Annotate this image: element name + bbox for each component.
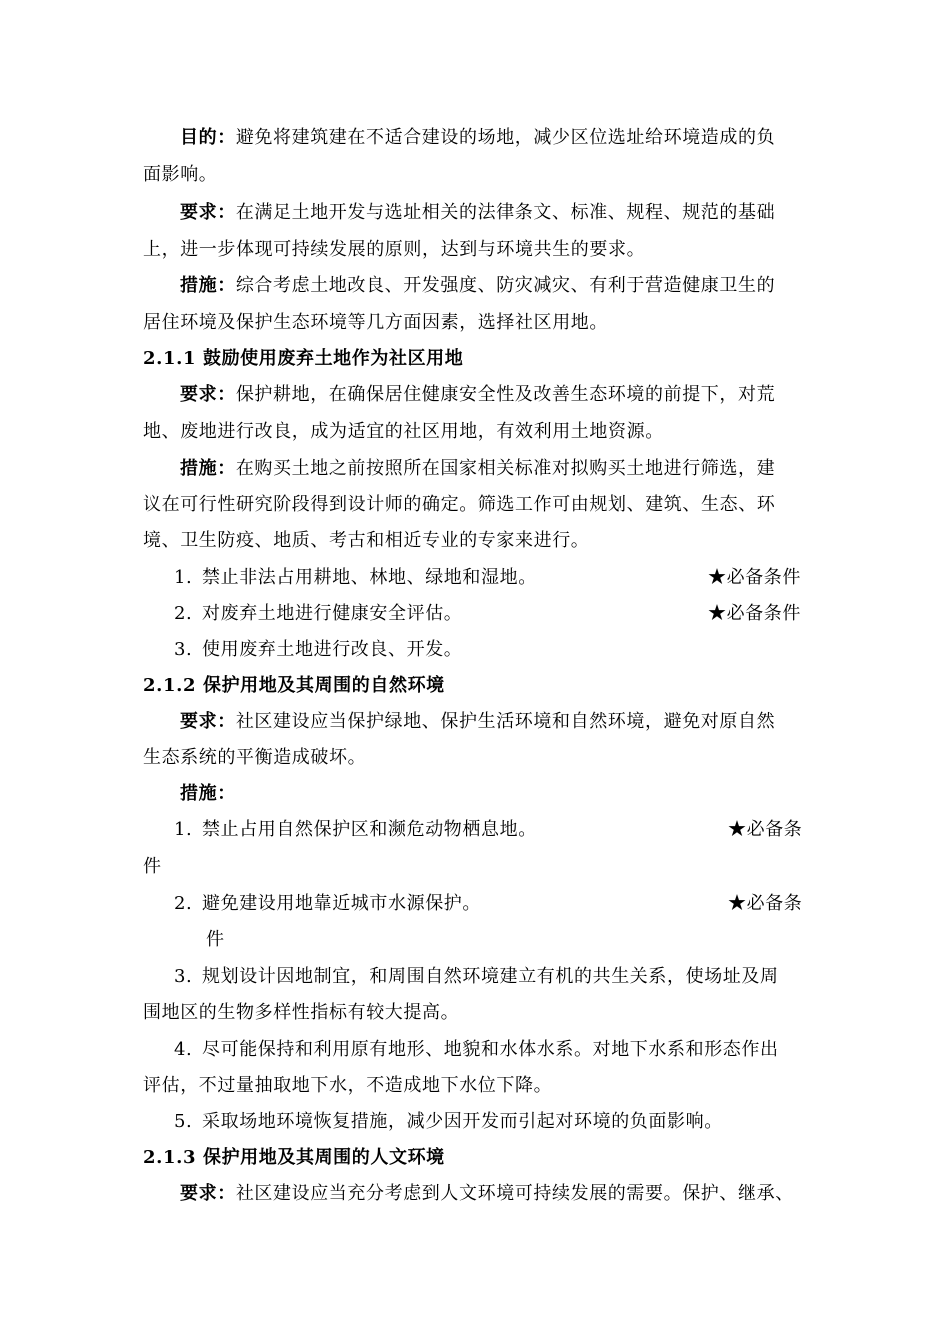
heading-2-1-3: 2.1.3 保护用地及其周围的人文环境 [143,1147,445,1168]
s212-item-1-required-tag: ★必备条 [728,819,803,840]
s212-req-line2: 生态系统的平衡造成破坏。 [143,747,367,768]
requirement-line2: 上，进一步体现可持续发展的原则，达到与环境共生的要求。 [143,239,646,260]
heading-2-1-2: 2.1.2 保护用地及其周围的自然环境 [143,675,445,696]
s211-req-line1 [180,385,775,405]
s212-item-4 [174,1040,779,1060]
s211-item-1 [174,568,537,588]
purpose-line1 [180,128,775,148]
s213-req-line1 [180,1184,794,1204]
s211-mea-line2: 议在可行性研究阶段得到设计师的确定。筛选工作可由规划、建筑、生态、环 [143,494,776,515]
s211-item-2-required-tag: ★必备条件 [708,603,801,624]
measures-line2: 居住环境及保护生态环境等几方面因素，选择社区用地。 [143,312,608,333]
s212-item-1-text: 禁止占用自然保护区和濒危动物栖息地。 [202,819,537,840]
s211-req-text: 保护耕地，在确保居住健康安全性及改善生态环境的前提下，对荒 [235,384,776,405]
s213-req-text: 社区建设应当充分考虑到人文环境可持续发展的需要。保护、继承、 [235,1183,794,1204]
s212-req-line1 [180,712,775,732]
heading-2-1-1: 2.1.1 鼓励使用废弃土地作为社区用地 [143,348,464,369]
s211-mea-label: 措施： [180,458,236,479]
s212-item-2 [174,894,481,914]
s212-item-1-wrap: 件 [143,856,162,877]
s211-item-2-text: 对废弃土地进行健康安全评估。 [202,603,463,624]
s212-item-3-text: 规划设计因地制宜，和周围自然环境建立有机的共生关系，使场址及周 [202,966,779,987]
s213-req-label: 要求： [180,1183,236,1204]
s211-item-3 [174,640,462,660]
s212-item-3-line2: 围地区的生物多样性指标有较大提高。 [143,1002,460,1023]
s211-req-label: 要求： [180,384,236,405]
purpose-text: 避免将建筑建在不适合建设的场地，减少区位选址给环境造成的负 [235,127,776,148]
s212-item-2-wrap: 件 [206,929,225,950]
s211-mea-line3: 境、卫生防疫、地质、考古和相近专业的专家来进行。 [143,530,590,551]
s211-item-3-num: 3. [174,639,193,660]
s211-item-2 [174,604,462,624]
measures-text: 综合考虑土地改良、开发强度、防灾减灾、有利于营造健康卫生的 [235,275,776,296]
requirement-label: 要求： [180,202,236,223]
s212-item-3-num: 3. [174,966,193,987]
s211-mea-line1 [180,459,775,479]
s212-mea-label: 措施： [180,783,236,804]
s212-item-2-text: 避免建设用地靠近城市水源保护。 [202,893,481,914]
s212-item-1-num: 1. [174,819,193,840]
purpose-label: 目的： [180,127,236,148]
s212-item-1 [174,820,537,840]
s212-item-4-line2: 评估，不过量抽取地下水，不造成地下水位下降。 [143,1075,553,1096]
s211-item-2-num: 2. [174,603,193,624]
s212-item-4-num: 4. [174,1039,193,1060]
s212-item-5-text: 采取场地环境恢复措施，减少因开发而引起对环境的负面影响。 [202,1111,723,1132]
s212-item-2-required-tag: ★必备条 [728,893,803,914]
s212-req-label: 要求： [180,711,236,732]
s212-item-3 [174,967,779,987]
purpose-line2: 面影响。 [143,164,218,185]
measures-line1 [180,276,775,296]
requirement-text: 在满足土地开发与选址相关的法律条文、标准、规程、规范的基础 [235,202,776,223]
s211-item-3-text: 使用废弃土地进行改良、开发。 [202,639,463,660]
s212-req-text: 社区建设应当保护绿地、保护生活环境和自然环境，避免对原自然 [235,711,776,732]
s212-item-5-num: 5. [174,1111,193,1132]
requirement-line1 [180,203,775,223]
s211-mea-text: 在购买土地之前按照所在国家相关标准对拟购买土地进行筛选，建 [235,458,776,479]
s211-item-1-text: 禁止非法占用耕地、林地、绿地和湿地。 [202,567,537,588]
s212-item-2-num: 2. [174,893,193,914]
s212-item-5 [174,1112,723,1132]
s211-item-1-required-tag: ★必备条件 [708,567,801,588]
s212-item-4-text: 尽可能保持和利用原有地形、地貌和水体水系。对地下水系和形态作出 [202,1039,779,1060]
s211-item-1-num: 1. [174,567,193,588]
measures-label: 措施： [180,275,236,296]
s211-req-line2: 地、废地进行改良，成为适宜的社区用地，有效利用土地资源。 [143,421,664,442]
